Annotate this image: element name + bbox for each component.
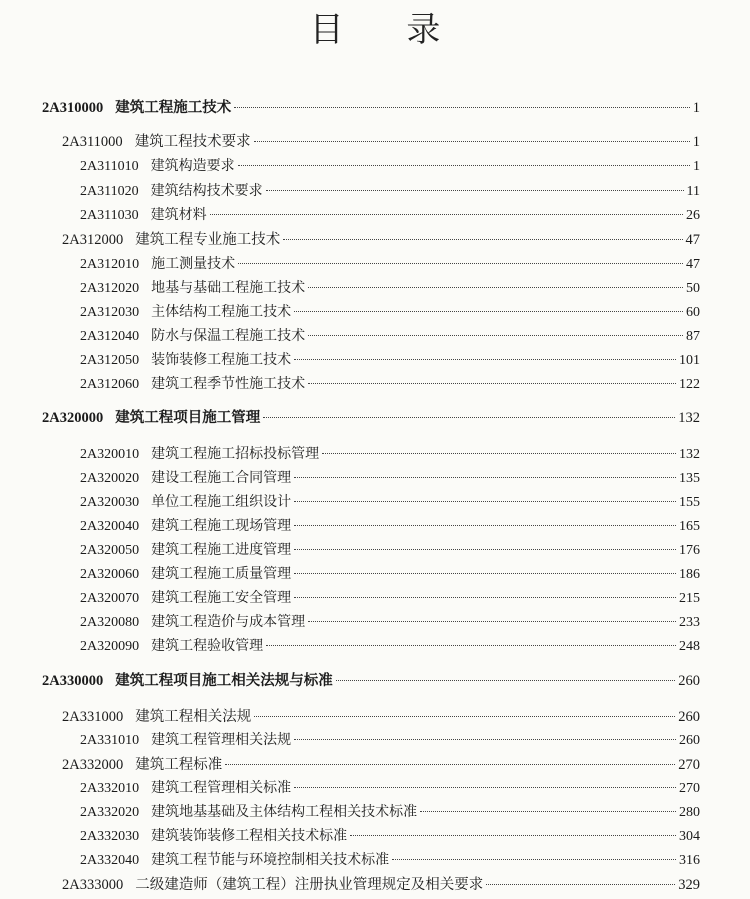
toc-entry-title: 建筑工程造价与成本管理 [151,614,306,630]
toc-entry-page-number: 233 [679,615,700,630]
dot-leader [266,645,676,646]
toc-entry-page-number: 122 [679,377,700,392]
toc-entry-page-number: 60 [686,305,700,320]
toc-entry-title: 建筑装饰装修工程相关技术标准 [151,828,348,844]
toc-entry-code: 2A320030 [80,495,140,510]
title-char-1: 目 [309,10,344,50]
toc-entry-page-number: 248 [679,639,700,654]
dot-leader [238,165,690,166]
toc-entry-page-number: 135 [679,471,700,486]
toc-entry[interactable] [62,873,700,895]
toc-entry-page-number: 87 [686,329,700,344]
dot-leader [294,573,676,574]
toc-entry[interactable] [80,301,700,323]
toc-entry-code: 2A320010 [80,447,140,462]
toc-entry[interactable] [80,277,700,299]
toc-entry[interactable] [80,253,700,275]
toc-entry-code: 2A332010 [80,781,140,796]
toc-entry-title: 单位工程施工组织设计 [151,494,292,510]
toc-entry-code: 2A312040 [80,329,140,344]
toc-entry-title: 主体结构工程施工技术 [151,304,292,320]
toc-entry-code: 2A312050 [80,353,140,368]
toc-entry-code: 2A320080 [80,615,140,630]
toc-entry-title: 建筑工程管理相关标准 [151,780,292,796]
dot-leader [308,335,683,336]
toc-entry-title: 建筑工程施工技术 [115,99,232,116]
dot-leader [322,453,676,454]
toc-entry[interactable] [42,406,700,428]
toc-entry[interactable] [80,155,700,177]
toc-entry-title: 建筑工程施工现场管理 [151,518,292,534]
toc-entry-page-number: 1 [692,134,700,150]
dot-leader [308,287,683,288]
toc-entry-page-number: 260 [678,673,700,689]
toc-entry[interactable] [80,801,700,823]
dot-leader [238,263,683,264]
toc-entry-page-number: 260 [679,733,700,748]
toc-entry-page-number: 50 [686,281,700,296]
toc-entry[interactable] [80,373,700,395]
toc-entry-title: 建筑工程管理相关法规 [151,732,292,748]
toc-entry-page-number: 155 [679,495,700,510]
toc-entry-title: 建筑工程施工招标投标管理 [151,446,320,462]
toc-entry-code: 2A312000 [62,232,124,248]
toc-entry-page-number: 132 [679,447,700,462]
toc-entry[interactable] [80,563,700,585]
toc-entry-code: 2A320040 [80,519,140,534]
dot-leader [283,239,682,240]
toc-entry-title: 二级建造师（建筑工程）注册执业管理规定及相关要求 [135,877,484,893]
toc-entry-title: 建筑结构技术要求 [150,183,263,199]
toc-entry[interactable] [62,705,700,727]
toc-entry-title: 建筑材料 [150,207,207,223]
toc-entry-page-number: 11 [686,184,700,199]
toc-entry-title: 建筑工程验收管理 [151,638,264,654]
dot-leader [263,417,675,418]
toc-entry-page-number: 176 [679,543,700,558]
dot-leader [294,359,676,360]
toc-entry-page-number: 316 [679,853,700,868]
toc-entry[interactable] [62,228,700,250]
toc-entry-code: 2A310000 [42,100,104,116]
dot-leader [294,787,676,788]
dot-leader [294,525,676,526]
toc-entry-code: 2A332020 [80,805,140,820]
toc-entry-code: 2A320020 [80,471,140,486]
toc-entry-title: 建筑工程相关法规 [135,709,252,725]
toc-entry-page-number: 47 [685,232,700,248]
dot-leader [294,477,676,478]
toc-entry-code: 2A312060 [80,377,140,392]
toc-entry-page-number: 101 [679,353,700,368]
toc-entry[interactable] [80,180,700,202]
toc-entry-code: 2A312020 [80,281,140,296]
toc-entry-page-number: 329 [678,877,700,893]
toc-entry-code: 2A320000 [42,410,104,426]
dot-leader [486,884,675,885]
dot-leader [294,549,676,550]
toc-entry-code: 2A311010 [80,159,139,174]
page-title [0,2,750,51]
toc-entry-code: 2A331010 [80,733,140,748]
dot-leader [392,859,676,860]
toc-entry-code: 2A312030 [80,305,140,320]
toc-entry-title: 建筑工程施工安全管理 [151,590,292,606]
toc-entry[interactable] [80,325,700,347]
toc-entry[interactable] [42,669,700,691]
toc-entry-title: 建筑工程项目施工管理 [115,409,261,426]
dot-leader [420,811,676,812]
toc-entry[interactable] [80,515,700,537]
toc-entry-page-number: 47 [686,257,700,272]
toc-entry-title: 建筑工程季节性施工技术 [151,376,306,392]
toc-entry-title: 建筑工程施工质量管理 [151,566,292,582]
toc-entry-page-number: 165 [679,519,700,534]
toc-entry-code: 2A311020 [80,184,139,199]
toc-entry-title: 建设工程施工合同管理 [151,470,292,486]
toc-entry-title: 建筑工程标准 [135,757,223,773]
toc-entry-page-number: 132 [678,410,700,426]
toc-entry[interactable] [80,349,700,371]
toc-entry-code: 2A332040 [80,853,140,868]
dot-leader [266,190,684,191]
toc-entry[interactable] [80,729,700,751]
toc-entry-code: 2A332030 [80,829,140,844]
dot-leader [254,716,675,717]
toc-entry[interactable] [80,611,700,633]
toc-entry-page-number: 304 [679,829,700,844]
toc-entry-title: 防水与保温工程施工技术 [151,328,306,344]
toc-entry[interactable] [80,587,700,609]
toc-entry-title: 建筑地基基础及主体结构工程相关技术标准 [151,804,418,820]
toc-entry[interactable] [80,204,700,226]
toc-entry[interactable] [80,635,700,657]
toc-entry[interactable] [62,130,700,152]
title-char-2: 录 [406,10,441,50]
dot-leader [350,835,676,836]
toc-entry[interactable] [42,96,700,118]
toc-entry-code: 2A333000 [62,877,124,893]
toc-entry-page-number: 186 [679,567,700,582]
toc-entry-title: 施工测量技术 [151,256,236,272]
toc-entry-page-number: 260 [678,709,700,725]
toc-entry[interactable] [80,777,700,799]
toc-entry[interactable] [80,467,700,489]
toc-entry-title: 建筑工程施工进度管理 [151,542,292,558]
dot-leader [308,621,676,622]
toc-entry-title: 建筑构造要求 [150,158,235,174]
toc-entry-code: 2A320090 [80,639,140,654]
toc-entry-code: 2A332000 [62,757,124,773]
dot-leader [294,501,676,502]
dot-leader [294,739,676,740]
dot-leader [254,141,690,142]
dot-leader [294,597,676,598]
toc-entry[interactable] [80,443,700,465]
dot-leader [225,764,675,765]
toc-entry-page-number: 280 [679,805,700,820]
dot-leader [294,311,683,312]
toc-entry-code: 2A312010 [80,257,140,272]
toc-entry-page-number: 26 [686,208,700,223]
toc-entry[interactable] [80,491,700,513]
toc-entry-code: 2A331000 [62,709,124,725]
toc-entry-code: 2A311000 [62,134,123,150]
toc-entry-code: 2A320070 [80,591,140,606]
toc-entry-code: 2A320050 [80,543,140,558]
toc-entry-page-number: 270 [679,781,700,796]
toc-entry-title: 装饰装修工程施工技术 [151,352,292,368]
dot-leader [210,214,683,215]
toc-entry-code: 2A320060 [80,567,140,582]
dot-leader [336,680,676,681]
toc-entry-page-number: 1 [693,159,700,174]
toc-entry-title: 地基与基础工程施工技术 [151,280,306,296]
toc-entry-title: 建筑工程项目施工相关法规与标准 [115,672,333,689]
toc-entry-page-number: 1 [692,100,700,116]
toc-entry-page-number: 215 [679,591,700,606]
toc-entry-page-number: 270 [678,757,700,773]
toc-entry-title: 建筑工程专业施工技术 [135,232,281,248]
toc-entry[interactable] [62,753,700,775]
toc-entry-title: 建筑工程节能与环境控制相关技术标准 [151,852,390,868]
dot-leader [234,107,690,108]
toc-entry-code: 2A330000 [42,673,104,689]
toc-entry-title: 建筑工程技术要求 [134,134,251,150]
toc-entry[interactable] [80,849,700,871]
toc-entry[interactable] [80,539,700,561]
toc-entry-code: 2A311030 [80,208,139,223]
toc-entry[interactable] [80,825,700,847]
dot-leader [308,383,676,384]
